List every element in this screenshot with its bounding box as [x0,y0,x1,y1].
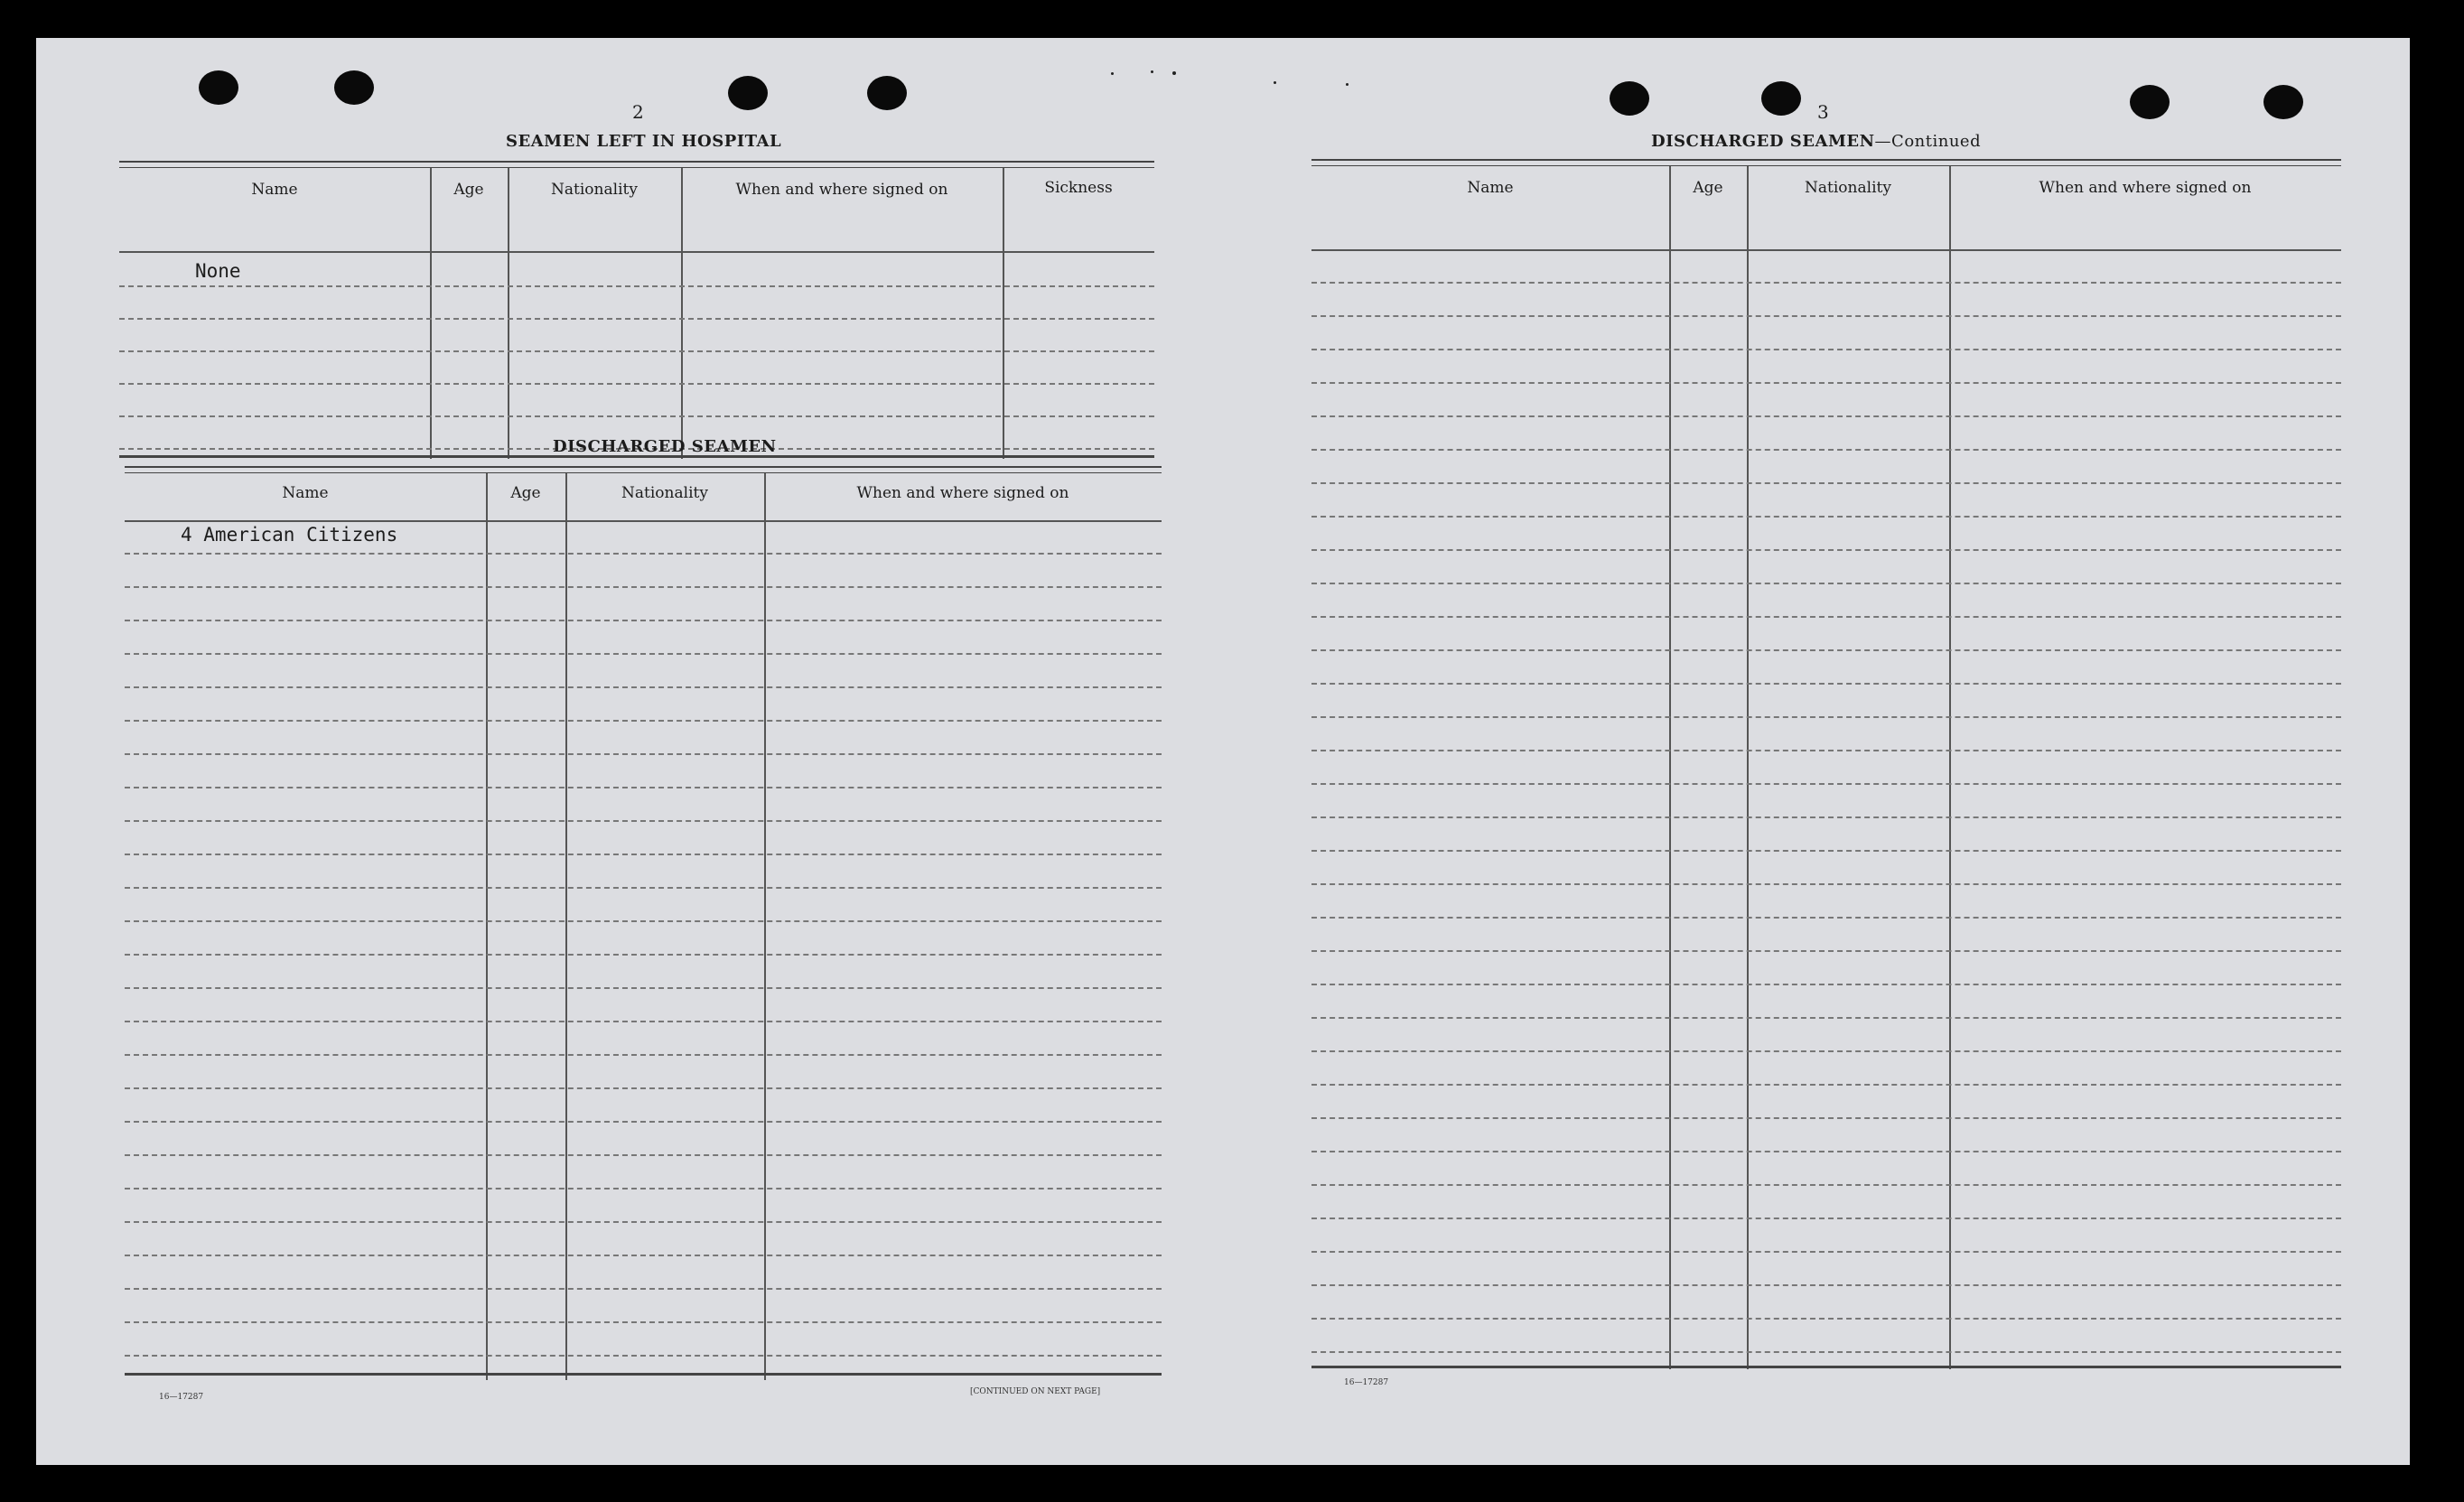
scan-speck [1151,70,1153,73]
punch-hole [728,76,768,110]
page-number-left: 2 [632,101,644,123]
col-header-age: Age [453,181,484,199]
discharged-continued-title-main: DISCHARGED SEAMEN [1651,132,1875,151]
discharged-continued-title-suffix: —Continued [1874,132,1982,151]
discharged-table-right [1311,159,2341,1369]
col-header-when-where: When and where signed on [856,484,1069,502]
hospital-entry: None [195,260,241,282]
discharged-section-title: DISCHARGED SEAMEN [553,437,777,456]
form-number-right: 16—17287 [1344,1378,1389,1387]
discharged-table-left [125,466,1162,1382]
scan-speck [1172,71,1176,75]
hospital-table [119,161,1154,459]
punch-hole [334,70,374,105]
document-sheet [36,38,2410,1465]
col-header-when-where: When and where signed on [2039,179,2252,197]
col-header-age: Age [1693,179,1723,197]
col-header-age: Age [510,484,541,502]
col-header-sickness: Sickness [1044,179,1113,197]
continued-note: [CONTINUED ON NEXT PAGE] [970,1387,1101,1396]
punch-hole [2263,85,2303,119]
col-header-nationality: Nationality [1805,179,1891,197]
discharged-entry: 4 American Citizens [181,524,398,546]
col-header-nationality: Nationality [621,484,708,502]
hospital-section-title: SEAMEN LEFT IN HOSPITAL [506,132,782,151]
form-number-left: 16—17287 [159,1393,204,1402]
col-header-when-where: When and where signed on [735,181,948,199]
col-header-name: Name [282,484,329,502]
col-header-name: Name [251,181,298,199]
col-header-nationality: Nationality [551,181,638,199]
col-header-name: Name [1467,179,1514,197]
punch-hole [2130,85,2170,119]
punch-hole [867,76,907,110]
punch-hole [1610,81,1649,116]
scan-speck [1274,81,1276,84]
discharged-continued-title [1651,132,1981,151]
scan-speck [1111,72,1114,75]
punch-hole [199,70,238,105]
punch-hole [1761,81,1801,116]
scan-speck [1346,83,1349,86]
page-number-right: 3 [1817,101,1829,123]
